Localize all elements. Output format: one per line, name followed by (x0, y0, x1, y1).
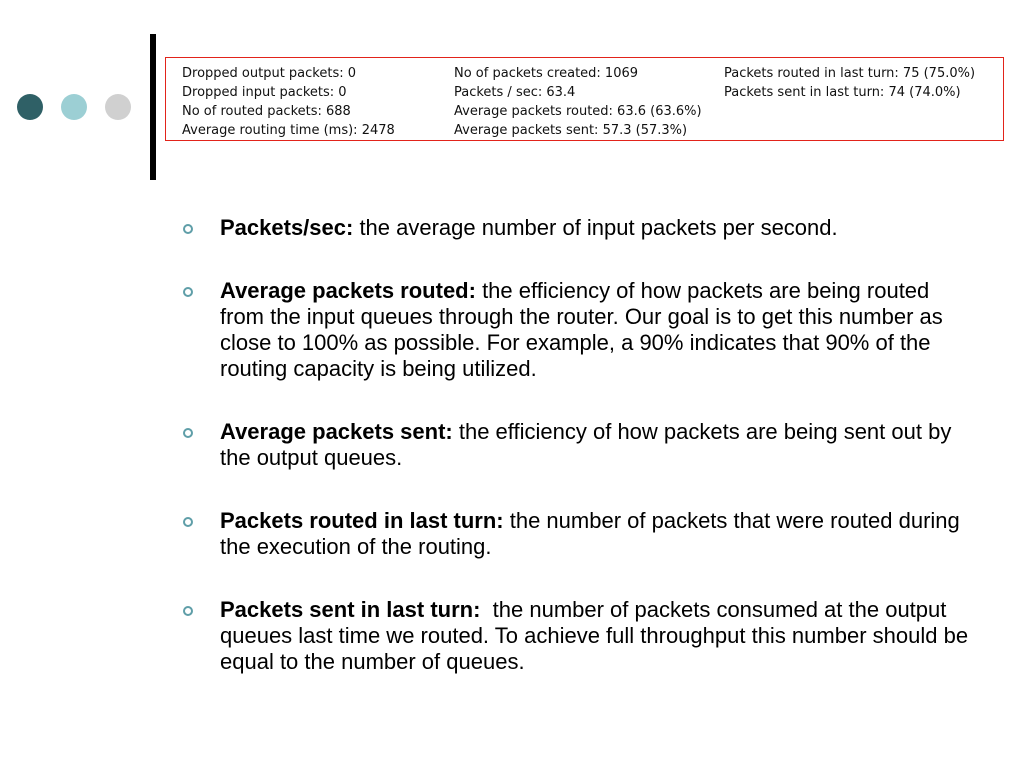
stat-avg-packets-sent: Average packets sent: 57.3 (57.3%) (454, 123, 688, 138)
bullet-sent-last-turn (182, 597, 975, 675)
stat-routed-packets: No of routed packets: 688 (182, 104, 351, 119)
stat-routed-last-turn: Packets routed in last turn: 75 (75.0%) (724, 66, 976, 81)
bullet-term: Average packets sent: (220, 419, 453, 444)
stat-packets-per-sec: Packets / sec: 63.4 (454, 85, 576, 100)
stats-column-2 (454, 64, 702, 140)
stats-column-3 (724, 64, 975, 102)
stat-avg-packets-routed: Average packets routed: 63.6 (63.6%) (454, 104, 702, 119)
stat-sent-last-turn: Packets sent in last turn: 74 (74.0%) (724, 85, 961, 100)
stat-packets-created: No of packets created: 1069 (454, 66, 639, 81)
bullet-text: the efficiency of how packets are being routed from the input queues through the router. Our goal is to get this number as close to 100% as possible. For example, a 90% indicates that 90% of the routing capacity is being utilized. (220, 278, 943, 381)
bullet-ring-icon (183, 428, 193, 438)
bullet-avg-packets-sent (182, 419, 972, 471)
bullet-text: the number of packets consumed at the output queues last time we routed. To achieve full throughput this number should be equal to the number of queues. (220, 597, 975, 674)
decorative-dot-gray (105, 94, 131, 120)
bullet-text: the average number of input packets per second. (353, 215, 838, 240)
stats-column-1 (182, 64, 395, 140)
bullet-routed-last-turn (182, 508, 972, 560)
bullet-ring-icon (183, 287, 193, 297)
bullet-term: Average packets routed: (220, 278, 476, 303)
title-divider-bar (150, 34, 156, 180)
bullet-term: Packets sent in last turn: (220, 597, 481, 622)
bullet-text: the number of packets that were routed during the execution of the routing. (220, 508, 960, 559)
bullet-ring-icon (183, 606, 193, 616)
stat-dropped-output: Dropped output packets: 0 (182, 66, 357, 81)
stat-dropped-input: Dropped input packets: 0 (182, 85, 347, 100)
bullet-ring-icon (183, 517, 193, 527)
bullet-term: Packets routed in last turn: (220, 508, 504, 533)
bullet-avg-packets-routed (182, 278, 972, 382)
bullet-text: the efficiency of how packets are being sent out by the output queues. (220, 419, 952, 470)
bullet-term: Packets/sec: (220, 215, 354, 240)
decorative-dot-teal (61, 94, 87, 120)
bullet-packets-per-sec (182, 215, 972, 241)
decorative-dot-dark (17, 94, 43, 120)
router-stats-panel (165, 57, 1004, 141)
stat-avg-routing-time: Average routing time (ms): 2478 (182, 123, 395, 138)
definition-list (182, 215, 975, 712)
bullet-ring-icon (183, 224, 193, 234)
